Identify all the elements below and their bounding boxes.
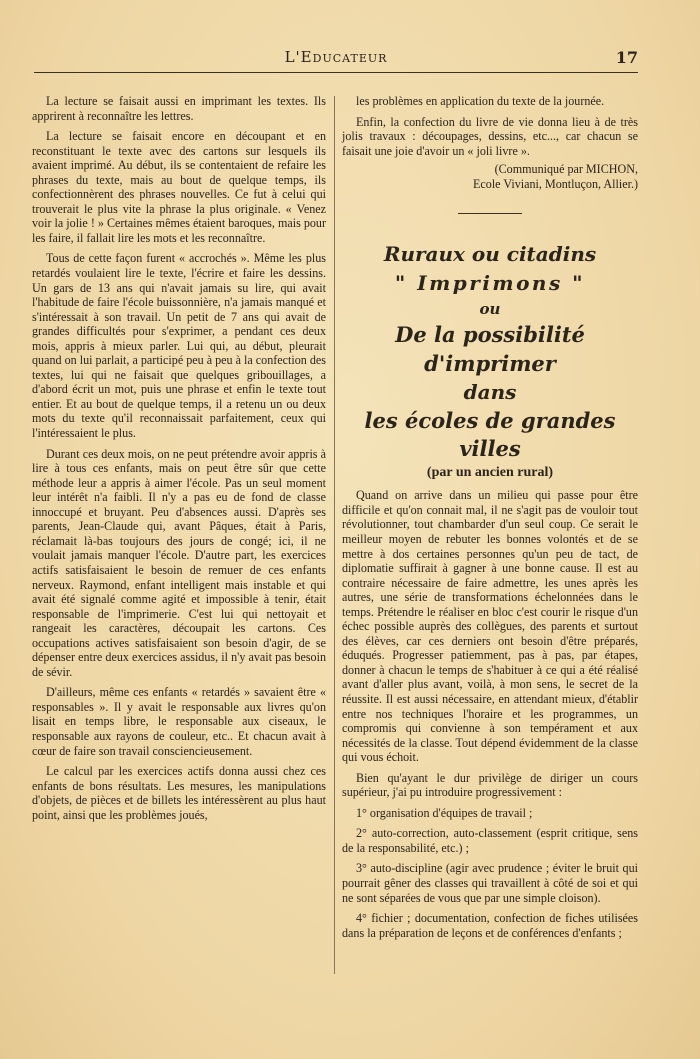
list-text: organisation d'équipes de travail ; xyxy=(369,805,533,820)
paragraph: La lecture se faisait encore en découpant et en reconstituant le texte avec des cartons sur lesquels ils avaient imprimé. Au début, ils se contentaient de refaire les phrases du texte, mais au bout de quelque temps, ils confectionnèrent des phrases nouvelles. Ce fut à celui qui trouverait le plus vite la phrase la plus originale. « Venez voir la jolie ! » Certaines mêmes étaient baroques, mais pour les faire, il fallait lire les mots et les reconnaître. xyxy=(32,129,326,245)
list-number: 3° xyxy=(356,861,367,876)
paragraph: La lecture se faisait aussi en imprimant les textes. Ils apprirent à reconnaître les lettres. xyxy=(32,94,326,123)
article-subtitle: (par un ancien rural) xyxy=(426,464,554,480)
paragraph: Durant ces deux mois, on ne peut prétendre avoir appris à lire à tous ces enfants, mais on peut être sûr que cette méthode leur a appris à aimer l'école. Pas un seul moment leur intérêt n'a faibli. Il n'y a pas eu de fond de classe innoccupé et bruyant. Peu d'absences aussi. D'après ses parents, Jean-Claude qui, avant Pâques, était à Paris, réclamait là-bas toujours des jours de congé; ici, il ne voulait jamais manquer l'école. D'autre part, les exercices actifs satisfaisaient le besoin de remuer de ces enfants nerveux. Raymond, enfant intelligent mais instable et qui avait été signalé comme agité et impossible à tenir, était responsable de l'imprimerie. C'est lui qui nettoyait et rangeait les caractères, découpait les cartons. Ces occupations actives satisfaisaient son besoin d'agir, de se dépenser entre deux exercices assidus, il n'y avait pas besoin de sévir. xyxy=(32,446,326,679)
article-title xyxy=(342,240,638,464)
paragraph: Tous de cette façon furent « accrochés ». Même les plus retardés voulaient lire le texte, l'écrire et faire les dessins. Un gars de 13 ans qui n'avait jamais su lire, qui avait l'habitude de faire l'école buissonnière, n'a jamais manqué et s'intéressait à son travail. Un petit de 7 ans qui avait de grandes difficultés pour s'exprimer, a pendant ces deux mois, appris à mieux parler. Lui qui, au début, pleurait quand on lui parlait, a participé peu à peu à la confection des textes, lui qui ne faisait que quelques gribouillages, a d'abord écrit un mot, puis une phrase et enfin le texte tout entier. Et au bout de quelque temps, il a retenu un ou deux mots du texte qu'il reconnaissait parfaitement, ceux qui l'intéressaient le plus. xyxy=(32,251,326,441)
list-item xyxy=(342,826,638,855)
list-text: auto-discipline (agir avec prudence ; éviter le bruit qui pourrait gêner des classes qui travaillent à côté de soi et qui ne sont séparées de vous que par une simple cloison). xyxy=(342,861,638,905)
list-item xyxy=(342,861,638,905)
paragraph: Bien qu'ayant le dur privilège de diriger un cours supérieur, j'ai pu introduire progressivement : xyxy=(342,770,638,800)
list-text: auto-correction, auto-classement (esprit critique, sens de la responsabilité, etc.) ; xyxy=(342,826,639,855)
list-number: 2° xyxy=(356,826,367,841)
credit xyxy=(342,162,638,191)
title-line: De la possibilité d'imprimer xyxy=(395,322,585,376)
credit-line: (Communiqué par MICHON, xyxy=(494,162,638,177)
paragraph: D'ailleurs, même ces enfants « retardés » savaient être « responsables ». Il y avait le responsable aux livres qu'on lisait en temps libre, le responsable aux ciseaux, le responsable aux rayons de couleur, etc.. Et chacun avait à cœur de faire son travail consciencieusement. xyxy=(32,685,326,758)
title-line: " Imprimons " xyxy=(394,270,586,295)
section-divider xyxy=(458,213,522,214)
title-line: ou xyxy=(479,300,501,319)
title-line: Ruraux ou citadins xyxy=(383,242,597,267)
column-separator xyxy=(334,96,335,974)
page-header xyxy=(34,48,638,72)
credit-line: Ecole Viviani, Montluçon, Allier.) xyxy=(473,176,638,191)
paragraph: Quand on arrive dans un milieu qui passe pour être difficile et qu'on connait mal, il ne s'agit pas de vouloir tout révolutionner, tout chambarder d'un seul coup. Ce serait le meilleur moyen de rebuter les bonnes volontés et de se mettre à dos certaines personnes qu'un peu de tact, de diplomatie suffirait à gagner à une bonne cause. Il est au contraire nécessaire de faire admettre, les unes après les autres, une série de transformations échelonnées dans le temps. Prétendre le réaliser en bloc c'est courir le risque d'un échec possible auprès des collègues, des parents et surtout des élèves, car ces derniers ont besoin d'être préparés, éduqués. Progresser patiemment, pas à pas, par étapes, donner à chacun le temps de s'habituer à ce qui a été réalisé avant d'aller plus avant, voilà, à mon sens, le secret de la réussite. Il est aussi nécessaire, en attendant mieux, d'établir entre nos techniques l'horaire et les programmes, un compromis qui convienne à son tempérament et aux nécessités de la classe. Tout dépend évidemment de la classe qui vous échoit. xyxy=(342,488,638,765)
left-column xyxy=(32,94,326,828)
list-number: 4° xyxy=(356,911,367,926)
right-column xyxy=(342,94,638,946)
list-number: 1° xyxy=(356,805,367,820)
title-line: les écoles de grandes villes xyxy=(364,407,616,462)
paragraph: les problèmes en application du texte de la journée. xyxy=(356,94,605,108)
header-rule xyxy=(34,72,638,73)
list-text: fichier ; documentation, confection de fiches utilisées dans la préparation de leçons et de conférences d'enfants ; xyxy=(342,911,638,940)
list-item xyxy=(342,911,638,940)
paragraph: Le calcul par les exercices actifs donna aussi chez ces enfants de bons résultats. Les mesures, les manipulations d'objets, de pièces et de billets les intéressèrent au plus haut point, ainsi que les problèmes joués, xyxy=(32,764,326,822)
running-title: L'Educateur xyxy=(284,48,388,66)
title-line: dans xyxy=(463,380,517,405)
paragraph: Enfin, la confection du livre de vie donna lieu à de très jolis travaux : découpages, dessins, etc..., car chacun se faisait une joie d'avoir un « joli livre ». xyxy=(342,114,638,158)
list-item xyxy=(342,806,638,821)
page-number: 17 xyxy=(615,48,638,67)
